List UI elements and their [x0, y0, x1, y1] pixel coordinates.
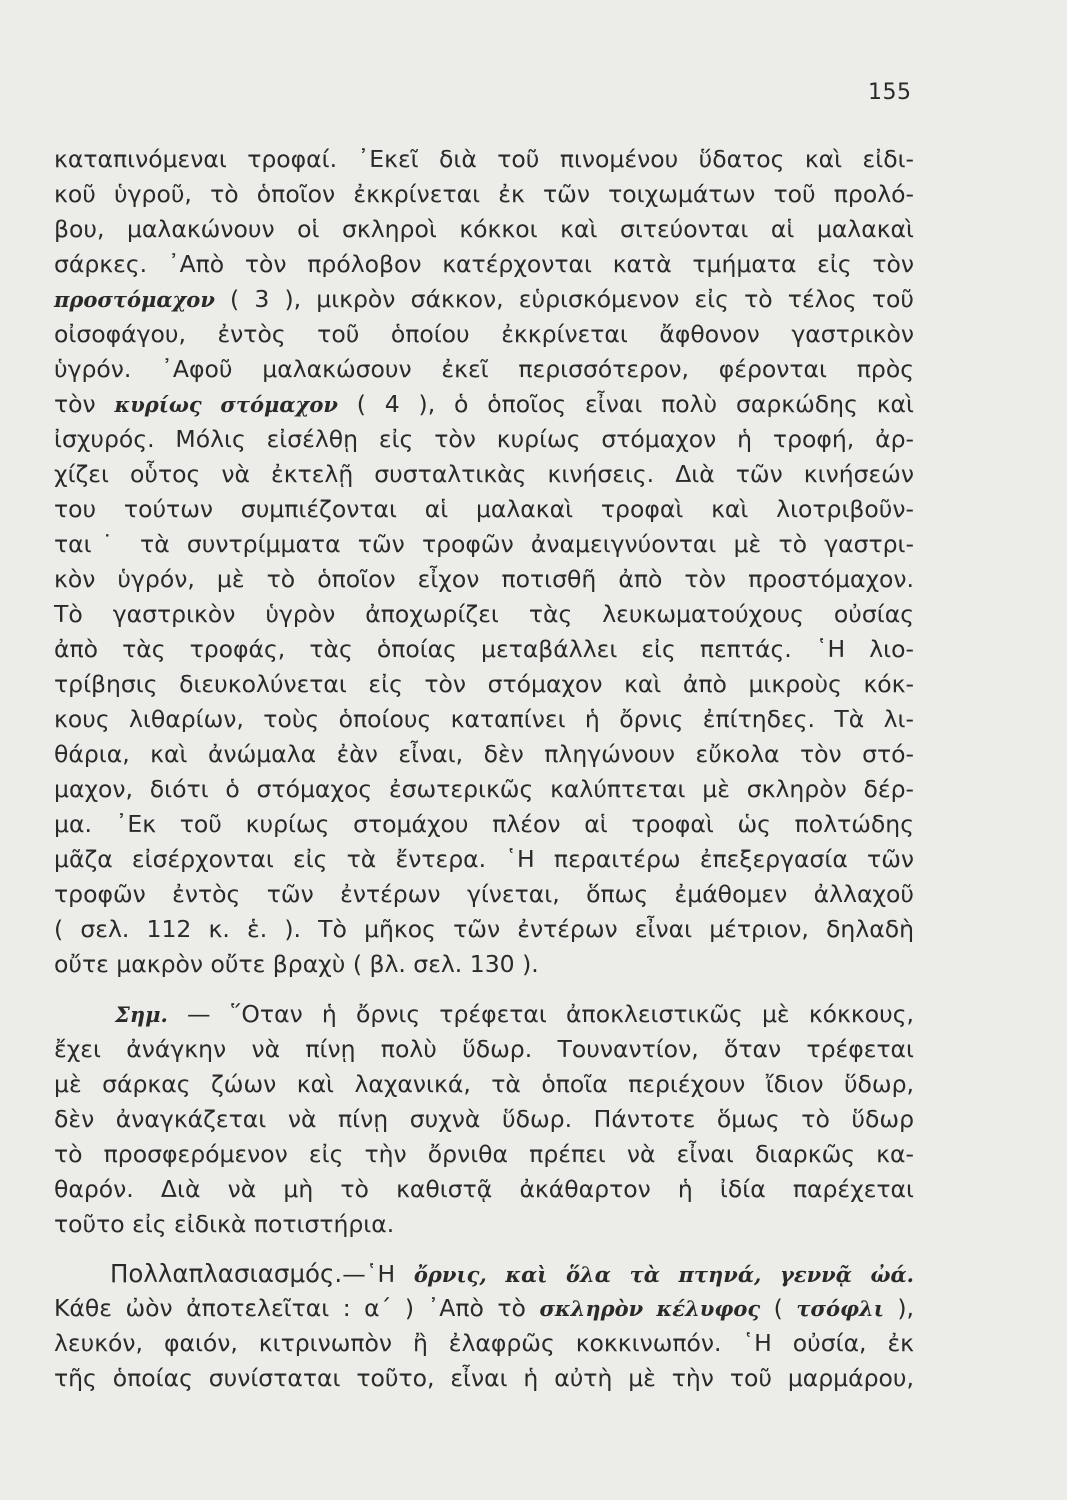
text-span: ),	[883, 1294, 915, 1322]
note-line	[115, 1000, 914, 1028]
text-line: τρίβησις διευκολύνεται εἰς τὸν στόμαχον καὶ ἀπὸ μικροὺς κόκ-	[54, 670, 914, 698]
text-line: ἔχει ἀνάγκην νὰ πίνῃ πολὺ ὕδωρ. Τουναντίον, ὅταν τρέφεται	[54, 1035, 914, 1063]
text-line: θαρόν. Διὰ νὰ μὴ τὸ καθιστᾷ ἀκάθαρτον ἡ ἰδία παρέχεται	[54, 1175, 914, 1203]
note-label: Σημ.	[115, 1002, 168, 1027]
text-line: λευκόν, φαιόν, κιτρινωπὸν ἢ ἐλαφρῶς κοκκινωπόν. ῾Η οὐσία, ἐκ	[54, 1329, 914, 1357]
text-line: τῆς ὁποίας συνίσταται τοῦτο, εἶναι ἡ αὐτὴ μὲ τὴν τοῦ μαρμάρου,	[54, 1364, 914, 1392]
text-line: θάρια, καὶ ἀνώμαλα ἐὰν εἶναι, δὲν πληγώνουν εὔκολα τὸν στό-	[54, 740, 914, 768]
text-line: ἀπὸ τὰς τροφάς, τὰς ὁποίας μεταβάλλει εἰς πεπτάς. ῾Η λιο-	[54, 635, 914, 663]
text-line: βου, μαλακώνουν οἱ σκληροὶ κόκκοι καὶ σιτεύονται αἱ μαλακαὶ	[54, 215, 914, 243]
text-line: κοῦ ὑγροῦ, τὸ ὁποῖον ἐκκρίνεται ἐκ τῶν τοιχωμάτων τοῦ προλό-	[54, 180, 914, 208]
text-line: μα. ᾿Εκ τοῦ κυρίως στομάχου πλέον αἱ τροφαὶ ὡς πολτώδης	[54, 810, 914, 838]
text-line	[54, 285, 914, 313]
text-span: τὸν	[54, 390, 115, 418]
term-hard-shell: σκληρὸν κέλυφος	[539, 1296, 761, 1321]
text-line: μαχον, διότι ὁ στόμαχος ἐσωτερικῶς καλύπτεται μὲ σκληρὸν δέρ-	[54, 775, 914, 803]
text-line: του τούτων συμπιέζονται αἱ μαλακαὶ τροφαὶ καὶ λιοτριβοῦν-	[54, 495, 914, 523]
text-line: χίζει οὗτος νὰ ἐκτελῇ συσταλτικὰς κινήσεις. Διὰ τῶν κινήσεών	[54, 460, 914, 488]
section-heading: Πολλαπλασιασμός.	[110, 1259, 343, 1288]
text-line: οὔτε μακρὸν οὔτε βραχὺ ( βλ. σελ. 130 ).	[54, 950, 539, 978]
text-line: σάρκες. ᾿Απὸ τὸν πρόλοβον κατέρχονται κατὰ τμήματα εἰς τὸν	[54, 250, 914, 278]
term-tsofli: τσόφλι	[796, 1296, 884, 1321]
text-line: ὑγρόν. ᾿Αφοῦ μαλακώσουν ἐκεῖ περισσότερον, φέρονται πρὸς	[54, 355, 914, 383]
text-line: Τὸ γαστρικὸν ὑγρὸν ἀποχωρίζει τὰς λευκωματούχους οὐσίας	[54, 600, 914, 628]
text-span: (	[760, 1294, 797, 1322]
text-line: τὸ προσφερόμενον εἰς τὴν ὄρνιθα πρέπει νὰ εἶναι διαρκῶς κα-	[54, 1140, 914, 1168]
text-line: μὲ σάρκας ζώων καὶ λαχανικά, τὰ ὁποῖα περιέχουν ἴδιον ὕδωρ,	[54, 1070, 914, 1098]
text-line: κους λιθαρίων, τοὺς ὁποίους καταπίνει ἡ ὄρνις ἐπίτηδες. Τὰ λι-	[54, 705, 914, 733]
text-span: —῾Η	[342, 1260, 414, 1288]
emphasis-text: ὄρνις, καὶ ὅλα τὰ πτηνά, γεννᾷ ὠά.	[413, 1262, 914, 1287]
text-line: μᾶζα εἰσέρχονται εἰς τὰ ἔντερα. ῾Η περαιτέρω ἐπεξεργασία τῶν	[54, 845, 914, 873]
text-line	[54, 1294, 915, 1322]
text-span: Κάθε ὠὸν ἀποτελεῖται : α΄ ) ᾿Απὸ τὸ	[54, 1294, 540, 1322]
text-line: ( σελ. 112 κ. ἑ. ). Τὸ μῆκος τῶν ἐντέρων εἶναι μέτριον, δηλαδὴ	[54, 915, 914, 943]
text-line: καταπινόμεναι τροφαί. ᾿Εκεῖ διὰ τοῦ πινομένου ὕδατος καὶ εἰδι-	[54, 145, 914, 173]
term-gizzard: κυρίως στόμαχον	[114, 392, 338, 417]
text-line: οἰσοφάγου, ἐντὸς τοῦ ὁποίου ἐκκρίνεται ἄφθονον γαστρικὸν	[54, 320, 914, 348]
text-line: ἰσχυρός. Μόλις εἰσέλθῃ εἰς τὸν κυρίως στόμαχον ἡ τροφή, ἀρ-	[54, 425, 914, 453]
term-proventriculus: προστόμαχον	[54, 287, 215, 312]
page-number: 155	[868, 80, 912, 105]
text-line: τροφῶν ἐντὸς τῶν ἐντέρων γίνεται, ὅπως ἐμάθομεν ἀλλαχοῦ	[54, 880, 914, 908]
text-line: κὸν ὑγρόν, μὲ τὸ ὁποῖον εἶχον ποτισθῆ ἀπὸ τὸν προστόμαχον.	[54, 565, 914, 593]
text-span: — ῞Οταν ἡ ὄρνις τρέφεται ἀποκλειστικῶς μὲ κόκκους,	[167, 1000, 914, 1028]
text-span: ( 3 ), μικρὸν σάκκον, εὑρισκόμενον εἰς τὸ τέλος τοῦ	[214, 285, 914, 313]
text-span: ( 4 ), ὁ ὁποῖος εἶναι πολὺ σαρκώδης καὶ	[337, 390, 914, 418]
text-line: δὲν ἀναγκάζεται νὰ πίνῃ συχνὰ ὕδωρ. Πάντοτε ὅμως τὸ ὕδωρ	[54, 1105, 914, 1133]
text-line: τοῦτο εἰς εἰδικὰ ποτιστήρια.	[54, 1210, 395, 1238]
text-line: ται˙ τὰ συντρίμματα τῶν τροφῶν ἀναμειγνύονται μὲ τὸ γαστρι-	[54, 530, 914, 558]
section-heading-line	[110, 1259, 914, 1288]
text-line	[54, 390, 914, 418]
